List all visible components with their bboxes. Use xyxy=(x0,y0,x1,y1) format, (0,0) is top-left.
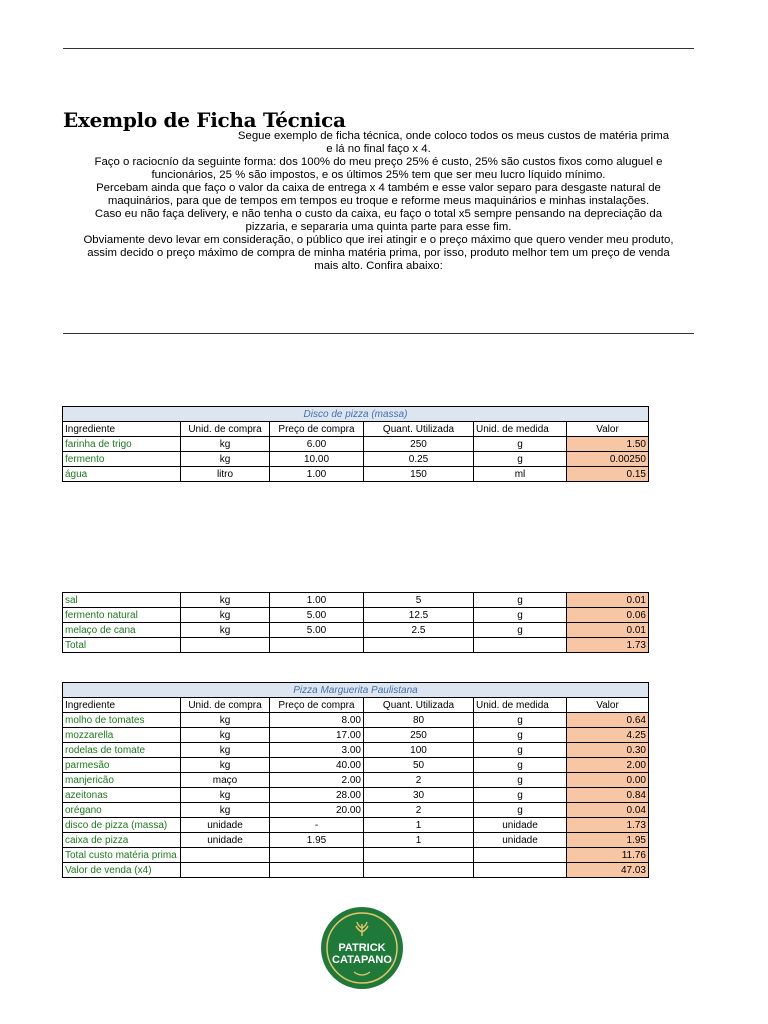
header-cell: Valor xyxy=(567,698,649,713)
total-row xyxy=(63,638,649,653)
price-cell: 2.00 xyxy=(270,773,364,788)
logo-text-line1: PATRICK xyxy=(338,942,386,954)
unit-cell: kg xyxy=(181,623,270,638)
measure-cell: g xyxy=(474,452,567,467)
measure-cell: unidade xyxy=(474,833,567,848)
price-cell: 10.00 xyxy=(270,452,364,467)
table-row xyxy=(63,437,649,452)
value-cell: 0.64 xyxy=(567,713,649,728)
empty-cell xyxy=(270,638,364,653)
empty-cell xyxy=(364,638,474,653)
unit-cell: kg xyxy=(181,743,270,758)
quantity-cell: 150 xyxy=(364,467,474,482)
quantity-cell: 2 xyxy=(364,773,474,788)
price-cell: 8.00 xyxy=(270,713,364,728)
quantity-cell: 12.5 xyxy=(364,608,474,623)
measure-cell: g xyxy=(474,803,567,818)
pizza-cost-table xyxy=(62,682,649,878)
total-label: Total xyxy=(63,638,181,653)
measure-cell: g xyxy=(474,728,567,743)
total-label: Total custo matéria prima xyxy=(63,848,181,863)
value-cell: 0.30 xyxy=(567,743,649,758)
value-cell: 1.95 xyxy=(567,833,649,848)
sale-price-label: Valor de venda (x4) xyxy=(63,863,181,878)
value-cell: 0.01 xyxy=(567,593,649,608)
unit-cell: litro xyxy=(181,467,270,482)
header-cell: Quant. Utilizada xyxy=(364,422,474,437)
empty-cell xyxy=(474,638,567,653)
unit-cell: kg xyxy=(181,713,270,728)
price-cell: 6.00 xyxy=(270,437,364,452)
table-row xyxy=(63,452,649,467)
table-row xyxy=(63,803,649,818)
measure-cell: ml xyxy=(474,467,567,482)
table-title: Disco de pizza (massa) xyxy=(63,407,649,422)
ingredient-cell: água xyxy=(63,467,181,482)
value-cell: 0.00250 xyxy=(567,452,649,467)
header-cell: Valor xyxy=(567,422,649,437)
empty-cell xyxy=(181,848,270,863)
quantity-cell: 100 xyxy=(364,743,474,758)
price-cell: 1.00 xyxy=(270,593,364,608)
unit-cell: unidade xyxy=(181,818,270,833)
unit-cell: kg xyxy=(181,758,270,773)
price-cell: 1.00 xyxy=(270,467,364,482)
price-cell: 5.00 xyxy=(270,608,364,623)
header-cell: Preço de compra xyxy=(270,698,364,713)
price-cell: 5.00 xyxy=(270,623,364,638)
measure-cell: g xyxy=(474,608,567,623)
value-cell: 4.25 xyxy=(567,728,649,743)
table-row xyxy=(63,467,649,482)
ingredient-cell: fermento xyxy=(63,452,181,467)
table-row xyxy=(63,728,649,743)
measure-cell: unidade xyxy=(474,818,567,833)
dough-cost-table-continued xyxy=(62,592,649,653)
table-row xyxy=(63,593,649,608)
price-cell: 17.00 xyxy=(270,728,364,743)
ingredient-cell: fermento natural xyxy=(63,608,181,623)
ingredient-cell: disco de pizza (massa) xyxy=(63,818,181,833)
empty-cell xyxy=(474,863,567,878)
value-cell: 0.01 xyxy=(567,623,649,638)
table-row xyxy=(63,623,649,638)
unit-cell: unidade xyxy=(181,833,270,848)
ingredient-cell: orégano xyxy=(63,803,181,818)
ingredient-cell: melaço de cana xyxy=(63,623,181,638)
intro-line: maquinários, para que de tempos em tempos eu troque e reforme meus maquinários e minhas instalações. xyxy=(107,195,650,207)
empty-cell xyxy=(364,848,474,863)
ingredient-cell: rodelas de tomate xyxy=(63,743,181,758)
table-row xyxy=(63,773,649,788)
unit-cell: kg xyxy=(181,788,270,803)
price-cell: 1.95 xyxy=(270,833,364,848)
table-row xyxy=(63,743,649,758)
ingredient-cell: molho de tomates xyxy=(63,713,181,728)
header-cell: Preço de compra xyxy=(270,422,364,437)
unit-cell: kg xyxy=(181,608,270,623)
header-cell: Unid. de compra xyxy=(181,422,270,437)
quantity-cell: 0.25 xyxy=(364,452,474,467)
dough-cost-table xyxy=(62,406,649,482)
header-cell: Ingrediente xyxy=(63,698,181,713)
quantity-cell: 250 xyxy=(364,437,474,452)
measure-cell: g xyxy=(474,743,567,758)
page-title: Exemplo de Ficha Técnica xyxy=(63,108,346,132)
header-cell: Ingrediente xyxy=(63,422,181,437)
ingredient-cell: manjericão xyxy=(63,773,181,788)
value-cell: 0.04 xyxy=(567,803,649,818)
total-value: 11.76 xyxy=(567,848,649,863)
price-cell: 3.00 xyxy=(270,743,364,758)
intro-line: pizzaria, e separaria uma quinta parte para esse fim. xyxy=(245,221,512,233)
table-row xyxy=(63,818,649,833)
quantity-cell: 2.5 xyxy=(364,623,474,638)
unit-cell: kg xyxy=(181,437,270,452)
unit-cell: kg xyxy=(181,593,270,608)
price-cell: 40.00 xyxy=(270,758,364,773)
measure-cell: g xyxy=(474,773,567,788)
total-value: 1.73 xyxy=(567,638,649,653)
ingredient-cell: azeitonas xyxy=(63,788,181,803)
unit-cell: maço xyxy=(181,773,270,788)
measure-cell: g xyxy=(474,593,567,608)
ingredient-cell: caixa de pizza xyxy=(63,833,181,848)
empty-cell xyxy=(474,848,567,863)
measure-cell: g xyxy=(474,713,567,728)
intro-line: Caso eu não faça delivery, e não tenha o custo da caixa, eu faço o total x5 sempre pensando na depreciação da xyxy=(94,208,663,220)
empty-cell xyxy=(364,863,474,878)
header-cell: Unid. de medida xyxy=(474,698,567,713)
table-row xyxy=(63,788,649,803)
unit-cell: kg xyxy=(181,803,270,818)
intro-line: mais alto. Confira abaixo: xyxy=(314,260,443,272)
measure-cell: g xyxy=(474,758,567,773)
value-cell: 2.00 xyxy=(567,758,649,773)
column-header-row xyxy=(63,698,649,713)
quantity-cell: 5 xyxy=(364,593,474,608)
intro-line: funcionários, 25 % são impostos, e os últimos 25% tem que ser meu lucro líquido mínimo. xyxy=(151,169,606,181)
patrick-catapano-logo xyxy=(320,906,404,990)
sale-price-value: 47.03 xyxy=(567,863,649,878)
sale-price-row xyxy=(63,863,649,878)
unit-cell: kg xyxy=(181,452,270,467)
measure-cell: g xyxy=(474,623,567,638)
value-cell: 0.00 xyxy=(567,773,649,788)
intro-line: Percebam ainda que faço o valor da caixa de entrega x 4 também e esse valor separo para desgaste natural de xyxy=(96,182,661,194)
header-cell: Unid. de medida xyxy=(474,422,567,437)
table-title: Pizza Marguerita Paulistana xyxy=(63,683,649,698)
middle-divider xyxy=(63,333,694,334)
value-cell: 1.73 xyxy=(567,818,649,833)
intro-line: Obviamente devo levar em consideração, o público que irei atingir e o preço máximo que quero vender meu produto, xyxy=(83,234,674,246)
intro-text xyxy=(63,130,694,273)
table-title-row xyxy=(63,407,649,422)
total-row xyxy=(63,848,649,863)
table-row xyxy=(63,608,649,623)
quantity-cell: 30 xyxy=(364,788,474,803)
table-title-row xyxy=(63,683,649,698)
ingredient-cell: farinha de trigo xyxy=(63,437,181,452)
quantity-cell: 2 xyxy=(364,803,474,818)
empty-cell xyxy=(270,863,364,878)
quantity-cell: 1 xyxy=(364,818,474,833)
header-cell: Unid. de compra xyxy=(181,698,270,713)
quantity-cell: 250 xyxy=(364,728,474,743)
value-cell: 1.50 xyxy=(567,437,649,452)
intro-line: Faço o raciocnío da seguinte forma: dos 100% do meu preço 25% é custo, 25% são custos fixos como aluguel e xyxy=(94,156,663,168)
intro-line: e lá no final faço x 4. xyxy=(326,143,431,155)
unit-cell: kg xyxy=(181,728,270,743)
header-cell: Quant. Utilizada xyxy=(364,698,474,713)
top-divider xyxy=(63,48,694,49)
value-cell: 0.84 xyxy=(567,788,649,803)
measure-cell: g xyxy=(474,788,567,803)
quantity-cell: 1 xyxy=(364,833,474,848)
table-row xyxy=(63,713,649,728)
ingredient-cell: sal xyxy=(63,593,181,608)
empty-cell xyxy=(181,863,270,878)
intro-line: Segue exemplo de ficha técnica, onde coloco todos os meus custos de matéria prima xyxy=(237,130,670,142)
value-cell: 0.06 xyxy=(567,608,649,623)
table-row xyxy=(63,833,649,848)
ingredient-cell: parmesão xyxy=(63,758,181,773)
quantity-cell: 50 xyxy=(364,758,474,773)
empty-cell xyxy=(270,848,364,863)
intro-line: assim decido o preço máximo de compra de minha matéria prima, por isso, produto melhor tem um preço de venda xyxy=(87,247,670,259)
table-row xyxy=(63,758,649,773)
measure-cell: g xyxy=(474,437,567,452)
ingredient-cell: mozzarella xyxy=(63,728,181,743)
price-cell: 20.00 xyxy=(270,803,364,818)
column-header-row xyxy=(63,422,649,437)
value-cell: 0.15 xyxy=(567,467,649,482)
price-cell: 28.00 xyxy=(270,788,364,803)
quantity-cell: 80 xyxy=(364,713,474,728)
logo-text-line2: CATAPANO xyxy=(332,954,392,966)
price-cell: - xyxy=(270,818,364,833)
empty-cell xyxy=(181,638,270,653)
